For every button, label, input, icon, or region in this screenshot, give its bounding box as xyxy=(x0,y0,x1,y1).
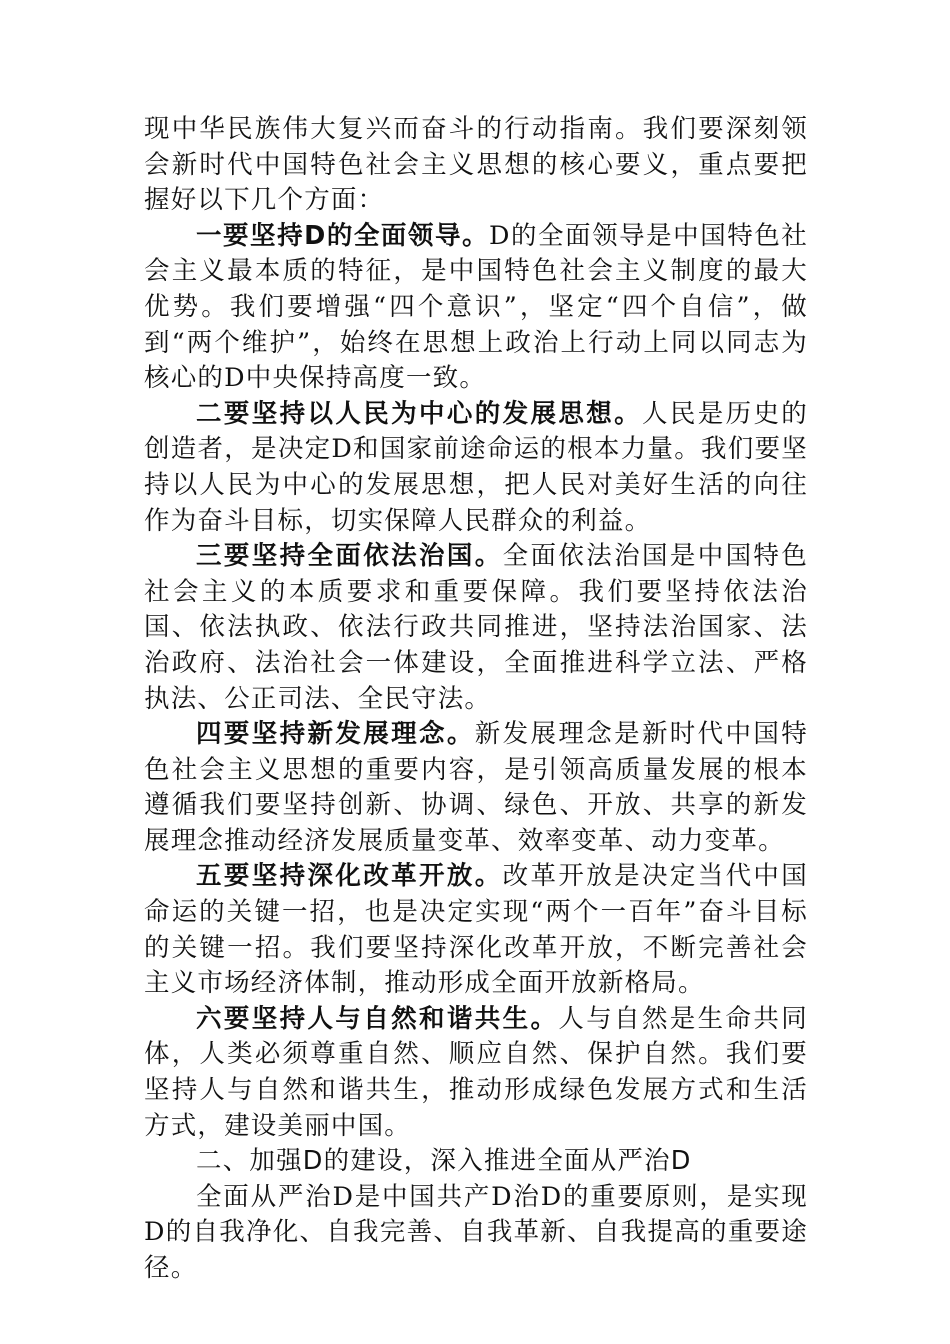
paragraph-text: D的全面领导是中国特色社会主义最本质的特征，是中国特色社会主义制度的最大优势。我们要增强“四个意识”，坚定“四个自信”，做到“两个维护”，始终在思想上政治上行动上同以同志为核心的D中央保持高度一致。 xyxy=(144,220,808,394)
paragraph-text: 人与自然是生命共同体，人类必须尊重自然、顺应自然、保护自然。我们要坚持人与自然和谐共生，推动形成绿色发展方式和生活方式，建设美丽中国。 xyxy=(144,1003,808,1141)
paragraph-lead: 五要坚持深化改革开放。 xyxy=(196,861,503,892)
paragraph-lead: 二要坚持以人民为中心的发展思想。 xyxy=(196,398,642,429)
paragraph-point-1 xyxy=(144,219,808,397)
paragraph-lead: 一要坚持D的全面领导。 xyxy=(196,220,490,251)
paragraph-point-5 xyxy=(144,859,808,1001)
document-page xyxy=(144,112,808,1287)
paragraph-text: 人民是历史的创造者，是决定D和国家前途命运的根本力量。我们要坚持以人民为中心的发展思想，把人民对美好生活的向往作为奋斗目标，切实保障人民群众的利益。 xyxy=(144,398,809,536)
paragraph-point-3 xyxy=(144,539,808,717)
paragraph-text: 改革开放是决定当代中国命运的关键一招，也是决定实现“两个一百年”奋斗目标的关键一招。我们要坚持深化改革开放，不断完善社会主义市场经济体制，推动形成全面开放新格局。 xyxy=(144,861,809,999)
paragraph-text: 现中华民族伟大复兴而奋斗的行动指南。我们要深刻领会新时代中国特色社会主义思想的核心要义，重点要把握好以下几个方面： xyxy=(144,114,808,216)
paragraph-point-6 xyxy=(144,1002,808,1144)
paragraph-text: 新发展理念是新时代中国特色社会主义思想的重要内容，是引领高质量发展的根本遵循我们要坚持创新、协调、绿色、开放、共享的新发展理念推动经济发展质量变革、效率变革、动力变革。 xyxy=(144,719,808,856)
paragraph-intro xyxy=(144,112,808,219)
paragraph-point-4 xyxy=(144,717,808,859)
paragraph-text: 全面依法治国是中国特色社会主义的本质要求和重要保障。我们要坚持依法治国、依法执政、依法行政共同推进，坚持法治国家、法治政府、法治社会一体建设，全面推进科学立法、严格执法、公正司法、全民守法。 xyxy=(144,541,809,714)
paragraph-lead: 四要坚持新发展理念。 xyxy=(196,719,475,750)
paragraph-closing: 全面从严治D是中国共产D治D的重要原则，是实现D的自我净化、自我完善、自我革新、自我提高的重要途径。 xyxy=(144,1181,808,1283)
paragraph-point-2 xyxy=(144,397,808,539)
paragraph-lead: 六要坚持人与自然和谐共生。 xyxy=(196,1003,559,1034)
section-heading: 二、加强D的建设，深入推进全面从严治D xyxy=(196,1146,692,1177)
paragraph-lead: 三要坚持全面依法治国。 xyxy=(196,541,503,572)
